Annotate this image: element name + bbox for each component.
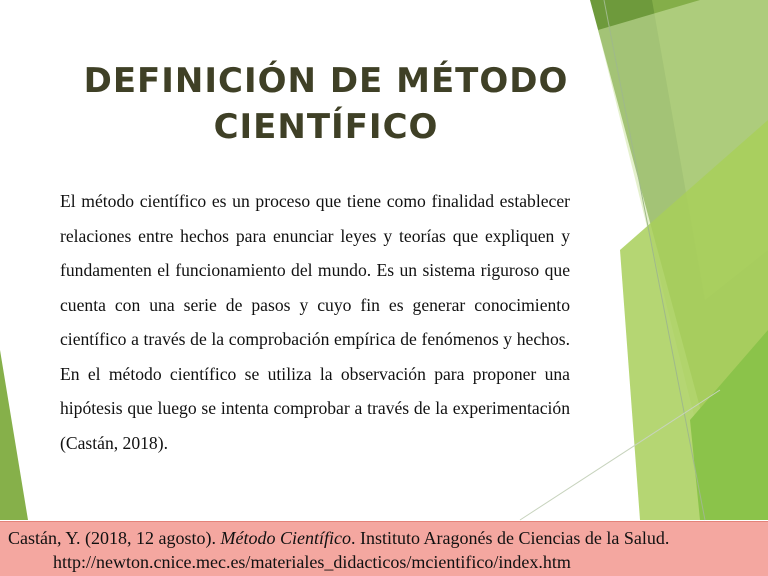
citation-publisher: . Instituto Aragonés de Ciencias de la Salud. — [350, 528, 670, 548]
slide-title: DEFINICIÓN DE MÉTODO CIENTÍFICO — [83, 61, 569, 147]
citation-line-1 — [8, 526, 760, 550]
citation-author-date: Castán, Y. (2018, 12 agosto). — [8, 528, 221, 548]
citation-work-title: Método Científico — [220, 528, 351, 548]
definition-paragraph: El método científico es un proceso que tiene como finalidad establecer relaciones entre hechos para enunciar leyes y teorías que expliquen y fundamenten el funcionamiento del mundo. Es un sistema riguroso que cuenta con una serie de pasos y cuyo fin es generar conocimiento científico a través de la comprobación empírica de fenómenos y hechos. En el método científico se utiliza la observación para proponer una hipótesis que luego se intenta comprobar a través de la experimentación (Castán, 2018). — [60, 191, 570, 453]
left-green-sliver — [0, 350, 28, 520]
citation-url[interactable]: http://newton.cnice.mec.es/materiales_didacticos/mcientifico/index.htm — [53, 552, 571, 572]
citation-box — [0, 521, 768, 576]
